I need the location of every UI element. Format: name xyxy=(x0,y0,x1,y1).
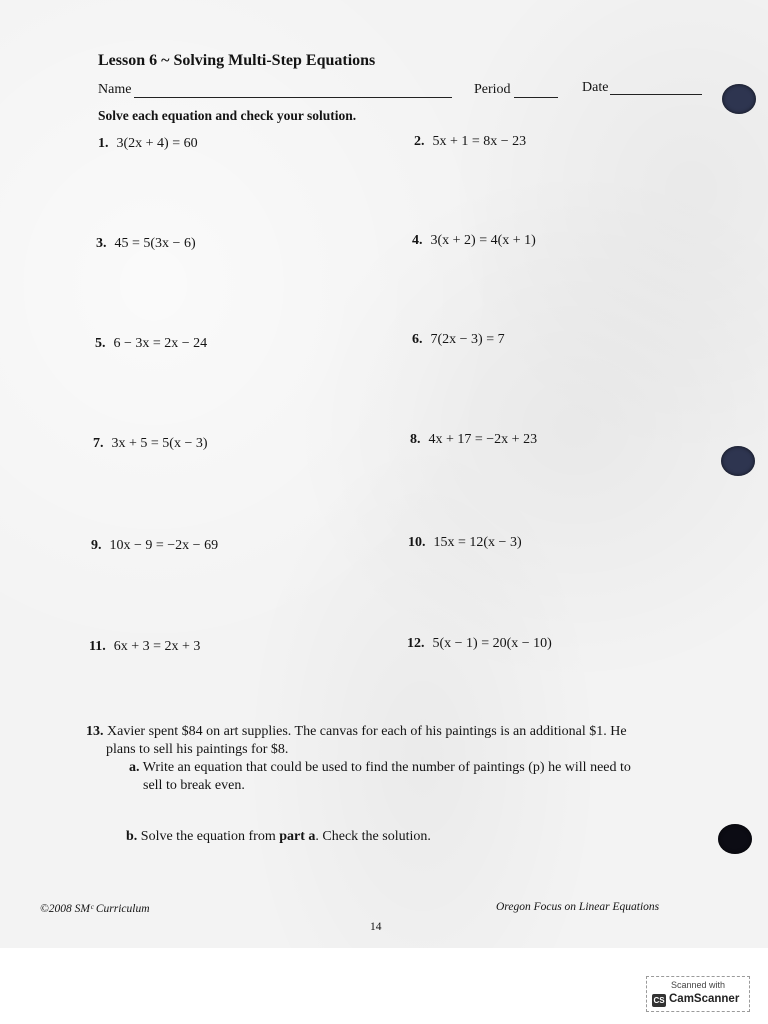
word-problem-line-2: plans to sell his paintings for $8. xyxy=(106,742,289,757)
problem-number: 6. xyxy=(412,332,423,347)
name-blank-line xyxy=(134,97,452,98)
problem-5 xyxy=(95,336,207,352)
problem-equation: 10x − 9 = −2x − 69 xyxy=(109,538,219,553)
problem-1 xyxy=(98,136,198,152)
footer-copyright: ©2008 SMᶜ Curriculum xyxy=(40,903,150,915)
camscanner-badge xyxy=(646,976,750,1012)
problem-number: 8. xyxy=(410,432,421,447)
problem-7 xyxy=(93,436,208,452)
problem-3 xyxy=(96,236,196,252)
problem-8 xyxy=(410,432,537,448)
problem-number: 12. xyxy=(407,636,425,651)
problem-equation: 6x + 3 = 2x + 3 xyxy=(113,639,201,654)
problem-equation: 6 − 3x = 2x − 24 xyxy=(113,336,208,351)
problem-equation: 4x + 17 = −2x + 23 xyxy=(428,432,538,447)
problem-equation: 3(x + 2) = 4(x + 1) xyxy=(430,233,536,248)
word-problem-line-1: 13. Xavier spent $84 on art supplies. The canvas for each of his paintings is an additional $1. He xyxy=(86,724,627,739)
problem-9 xyxy=(91,538,218,554)
problem-number: 4. xyxy=(412,233,423,248)
camscanner-logo-icon: CS xyxy=(653,996,665,1005)
part-b-line: b. Solve the equation from part a. Check the solution. xyxy=(126,829,431,844)
problem-number: 11. xyxy=(89,639,106,654)
part-a-line-2: sell to break even. xyxy=(143,778,245,793)
date-blank-line xyxy=(610,94,702,95)
problem-2 xyxy=(414,134,526,150)
problem-number: 10. xyxy=(408,535,426,550)
name-label: Name xyxy=(98,82,132,97)
binder-hole-middle xyxy=(721,446,755,476)
problem-equation: 5(x − 1) = 20(x − 10) xyxy=(432,636,552,651)
problem-number: 5. xyxy=(95,336,106,351)
problem-12 xyxy=(407,636,552,652)
period-label: Period xyxy=(474,82,511,97)
problem-number: 2. xyxy=(414,134,425,149)
page-number: 14 xyxy=(370,921,382,933)
binder-hole-top xyxy=(722,84,756,114)
problem-number: 1. xyxy=(98,136,109,151)
worksheet-title: Lesson 6 ~ Solving Multi-Step Equations xyxy=(98,52,376,69)
problem-equation: 15x = 12(x − 3) xyxy=(433,535,522,550)
part-a-line-1: a. Write an equation that could be used to find the number of paintings (p) he will need to xyxy=(129,760,631,775)
footer-course: Oregon Focus on Linear Equations xyxy=(496,901,660,913)
date-label: Date xyxy=(582,80,609,95)
camscanner-brand: CamScanner xyxy=(669,993,740,1005)
problem-10 xyxy=(408,535,522,551)
problem-equation: 5x + 1 = 8x − 23 xyxy=(432,134,527,149)
problem-number: 3. xyxy=(96,236,107,251)
problem-6 xyxy=(412,332,505,348)
instructions: Solve each equation and check your solution. xyxy=(98,108,357,123)
problem-number: 9. xyxy=(91,538,102,553)
problem-number: 13. xyxy=(86,724,104,739)
scanned-with-text: Scanned with xyxy=(670,980,726,990)
problem-equation: 7(2x − 3) = 7 xyxy=(430,332,505,347)
problem-equation: 3(2x + 4) = 60 xyxy=(116,136,198,151)
problem-equation: 3x + 5 = 5(x − 3) xyxy=(111,436,208,451)
problem-number: 7. xyxy=(93,436,104,451)
period-blank-line xyxy=(514,97,558,98)
problem-equation: 45 = 5(3x − 6) xyxy=(114,236,196,251)
problem-4 xyxy=(412,233,536,249)
problem-11 xyxy=(89,639,200,655)
binder-hole-bottom xyxy=(718,824,752,854)
